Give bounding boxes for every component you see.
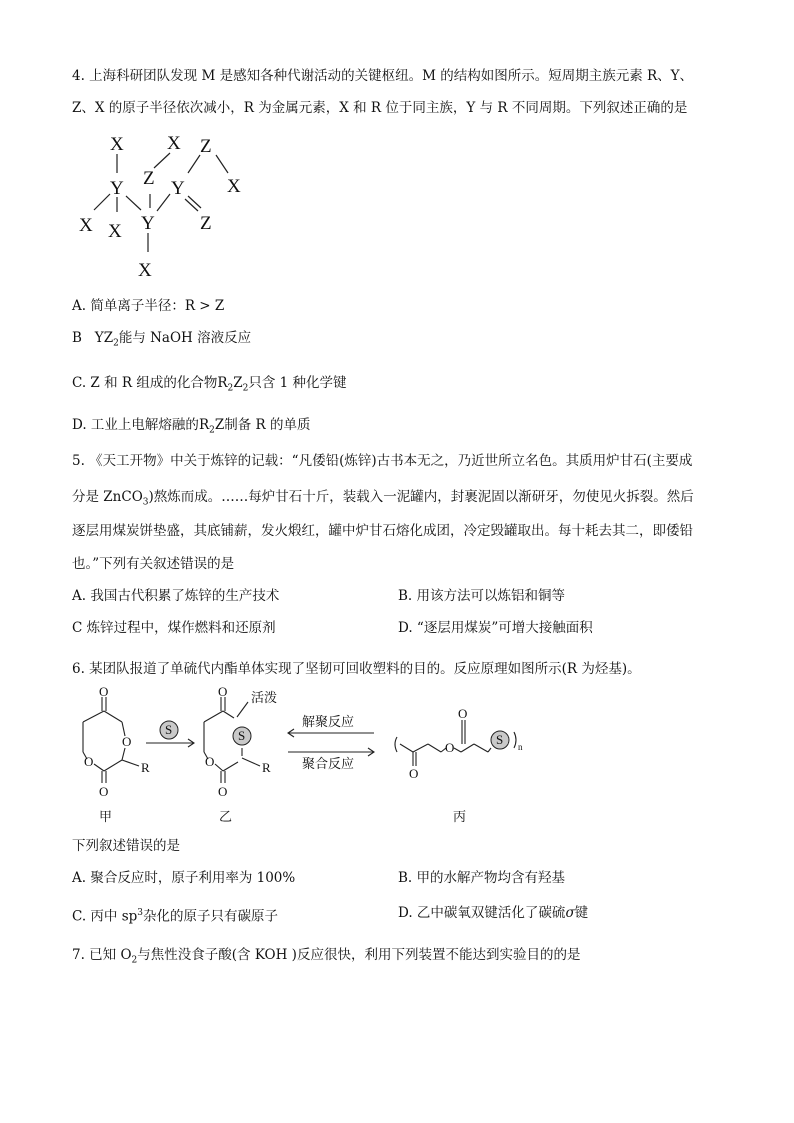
q4-option-a-expr: R > Z — [184, 298, 225, 314]
yi-o-left: O — [205, 754, 215, 769]
q5-line-4: 也。”下列有关叙述错误的是 — [72, 556, 235, 572]
q7-line-1 — [72, 945, 580, 971]
q5-line-2b: )熬炼而成。……每炉甘石十斤，装载入一泥罐内，封裹泥固以渐研牙，勿使见火拆裂。然后 — [148, 489, 694, 505]
q5-option-a[interactable]: A. 我国古代积累了炼锌的生产技术 — [72, 588, 280, 604]
q5-line-3: 逐层用煤炭饼垫盛，其底铺薪，发火煅红，罐中炉甘石熔化成团，冷定毁罐取出。每十耗去其二，即倭铅 — [72, 523, 693, 539]
q4-option-b-formula: YZ — [94, 330, 114, 346]
q7-sub: 2 — [131, 955, 138, 966]
yi-s: S — [238, 728, 246, 743]
q7-b: 与焦性没食子酸(含 KOH )反应很快，利用下列装置不能达到实验目的的是 — [137, 947, 581, 963]
atom-x-1: X — [110, 134, 124, 155]
q5-line-1: 5. 《天工开物》中关于炼锌的记载：“凡倭铅(炼锌)古书本无之，乃近世所立名色。其质用炉甘石(主要成 — [72, 453, 693, 469]
q6-line-1: 6. 某团队报道了单硫代内酯单体实现了坚韧可回收塑料的目的。反应原理如图所示(R 为烃基)。 — [72, 661, 641, 677]
q4-option-a[interactable] — [72, 296, 224, 316]
q4-option-d-z: Z — [214, 417, 225, 433]
atom-x-4: X — [79, 215, 93, 236]
q4-option-b[interactable] — [72, 328, 251, 354]
bing-o-top: O — [458, 706, 468, 721]
q6-option-a[interactable]: A. 聚合反应时，原子利用率为 100% — [72, 870, 296, 886]
q4-option-c-rsub: 2 — [227, 383, 234, 394]
jia-r: R — [141, 760, 150, 775]
atom-x-2: X — [167, 133, 181, 154]
q4-option-c-zsub: 2 — [242, 383, 249, 394]
q6-option-c-sup: 3 — [137, 908, 144, 918]
atom-x-5: X — [108, 221, 122, 242]
atom-y-3: Y — [141, 213, 155, 234]
q4-option-a-prefix: A. 简单离子半径： — [72, 298, 185, 314]
q5-line-2a: 分是 ZnCO — [72, 489, 143, 505]
q4-option-b-rest: 能与 NaOH 溶液反应 — [118, 330, 252, 346]
q6-option-d[interactable] — [398, 903, 588, 923]
q7-a: 7. 已知 O — [72, 947, 132, 963]
polymerization-label: 聚合反应 — [302, 756, 355, 771]
q6-option-d-sigma: σ — [565, 905, 575, 921]
q6-option-c[interactable] — [72, 903, 278, 927]
yi-name: 乙 — [219, 809, 233, 824]
jia-o-bottom: O — [99, 784, 109, 799]
q5-option-d[interactable]: D. “逐层用煤炭”可增大接触面积 — [398, 620, 593, 636]
atom-x-6: X — [138, 260, 152, 281]
q6-option-d-b: 键 — [574, 905, 589, 921]
q6-option-c-a: C. 丙中 sp — [72, 908, 138, 925]
arrow-s: S — [165, 722, 173, 737]
q4-option-d-r: R — [198, 417, 210, 433]
q4-option-c[interactable] — [72, 373, 347, 399]
q4-option-c-z: Z — [233, 375, 243, 391]
bing-s: S — [496, 732, 504, 747]
jia-o-left: O — [84, 754, 94, 769]
jia-o-right: O — [122, 734, 132, 749]
q5-line-2 — [72, 487, 694, 513]
q4-option-d-prefix: D. 工业上电解熔融的 — [72, 417, 199, 433]
yi-r: R — [262, 760, 271, 775]
q5-option-c[interactable]: C 炼锌过程中，煤作燃料和还原剂 — [72, 620, 276, 636]
q4-line-2: Z、X 的原子半径依次减小，R 为金属元素，X 和 R 位于同主族，Y 与 R 不同周期。下列叙述正确的是 — [72, 100, 688, 116]
q6-reaction-diagram — [66, 686, 546, 828]
atom-z-2: Z — [143, 168, 155, 189]
q4-line-1: 4. 上海科研团队发现 M 是感知各种代谢活动的关键枢纽。M 的结构如图所示。短周期主族元素 R、Y、 — [72, 68, 694, 84]
q4-option-d-rsub: 2 — [209, 425, 215, 436]
q5-line-2-sub: 3 — [142, 497, 149, 508]
bing-name: 丙 — [453, 809, 467, 824]
jia-name: 甲 — [99, 809, 113, 824]
q6-option-c-b: 杂化的原子只有碳原子 — [143, 908, 279, 925]
q4-option-c-prefix: C. Z 和 R 组成的化合物 — [72, 375, 218, 391]
q4-option-c-rest: 只含 1 种化学键 — [248, 375, 347, 391]
depolymerization-label: 解聚反应 — [302, 714, 355, 729]
bing-o-ester: O — [445, 740, 455, 755]
bing-o-bottom: O — [409, 766, 419, 781]
q6-option-d-a: D. 乙中碳氧双键活化了碳硫 — [398, 905, 566, 921]
yi-o-bottom: O — [218, 784, 228, 799]
jia-o-top: O — [99, 686, 109, 699]
q5-option-b[interactable]: B. 用该方法可以炼铝和铜等 — [398, 588, 566, 604]
atom-z-1: Z — [200, 136, 212, 157]
q6-stem: 下列叙述错误的是 — [72, 838, 180, 854]
q4-option-c-r: R — [217, 375, 228, 391]
atom-y-1: Y — [110, 178, 124, 199]
atom-y-2: Y — [171, 178, 185, 199]
q4-structure-diagram — [70, 128, 260, 283]
q4-option-b-prefix: B — [72, 330, 82, 346]
huopo-label: 活泼 — [251, 690, 278, 705]
q4-option-d[interactable] — [72, 415, 310, 441]
q6-option-b[interactable]: B. 甲的水解产物均含有羟基 — [398, 870, 566, 886]
bing-n: n — [518, 742, 523, 752]
q4-option-b-sub: 2 — [113, 338, 119, 349]
atom-z-3: Z — [200, 213, 212, 234]
atom-x-3: X — [227, 176, 241, 197]
yi-o-top: O — [218, 686, 228, 699]
q4-option-d-rest: 制备 R 的单质 — [224, 417, 311, 433]
